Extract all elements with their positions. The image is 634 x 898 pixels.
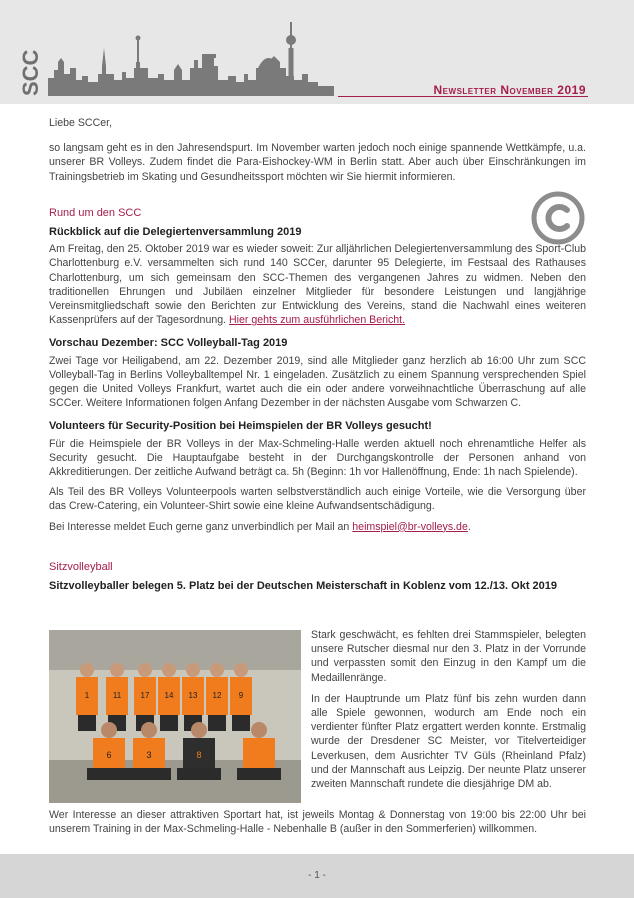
contact-prefix: Bei Interesse meldet Euch gerne ganz unverbindlich per Mail an: [49, 520, 353, 533]
article-text-volleyballtag: Zwei Tage vor Heiligabend, am 22. Dezember 2019, sind alle Mitglieder ganz herzlich ab 16:00 Uhr zum SCC Volleyball-Tag in Berlins Volleyballtempel Nr. 1 eingeladen. Zusätzlich zu einem Spannung versprechenden Spiel gegen die United Volleys Frankfurt, wartet auch die ein oder andere vorweihnachtliche Überraschung auf alle SCCer. Weitere Informationen folgen Anfang Dezember in der nächsten Ausgabe vom Schwarzen C.: [49, 354, 586, 410]
team-photo: [49, 630, 301, 803]
section-title-sitzvolleyball: Sitzvolleyball: [49, 560, 113, 573]
jersey-number: 9: [238, 691, 244, 700]
article-title-delegierten: Rückblick auf die Delegiertenversammlung 2019: [49, 226, 302, 239]
greeting: Liebe SCCer,: [49, 117, 113, 129]
newsletter-body: [49, 116, 586, 593]
jersey-number: 13: [188, 691, 198, 700]
section-title-rund: Rund um den SCC: [49, 206, 142, 219]
intro-paragraph: so langsam geht es in den Jahresendspurt. Im November warten jedoch noch einige spannende Wettkämpfe, u.a. unserer BR Volleys. Zudem findet die Para-Eishockey-WM in Berlin statt. Aber auch über Einschränkungen im Trainingsbetrieb im Skating und Gesundheitssport möchten wir Sie hiermit informieren.: [49, 142, 586, 183]
email-link[interactable]: heimspiel@br-volleys.de: [352, 520, 468, 533]
jersey-number: 17: [140, 691, 150, 700]
jersey-number: 14: [164, 691, 174, 700]
page-header: [0, 0, 634, 104]
sitzvolleyball-paragraph-2: In der Hauptrunde um Platz fünf bis zehn wurden dann alle Spiele gewonnen, wodurch am Ende noch ein verdienter fünfter Platz ergattert werden konnte. Erstmalig wurde der Dresdener SC Meister, vor Titelverteidiger Leverkusen, dem Ausrichter TV Güls (Rheinland Pfalz) und der Mannschaft aus Leipzig. Der neunte Platz unserer zweiten Mannschaft rundete die diesjährige DM ab.: [311, 692, 586, 791]
jersey-number: 3: [146, 750, 152, 760]
article-text-volunteers-1: Für die Heimspiele der BR Volleys in der Max-Schmeling-Halle werden aktuell noch ehrenamtliche Helfer als Security gesucht. Die Hauptaufgabe besteht in der Durchgangskontrolle der Personen anhand von Akkreditierungen. Der zeitliche Aufwand beträgt ca. 5h (Beginn: 1h vor Hallenöffnung, Ende: 1h nach Spielende).: [49, 437, 586, 479]
sitzvolleyball-side-text: [311, 628, 586, 791]
sitzvolleyball-training-info: Wer Interesse an dieser attraktiven Sportart hat, ist jeweils Montag & Donnerstag von 19:00 bis 22:00 Uhr bei unserem Training in der Max-Schmeling-Halle - Nebenhalle B (außer in den Sommerferien) willkommen.: [49, 809, 586, 836]
report-link[interactable]: Hier gehts zum ausführlichen Bericht.: [229, 314, 406, 327]
sitzvolleyball-paragraph-1: Stark geschwächt, es fehlten drei Stammspieler, belegten unsere Rutscher diesmal nur den 3. Platz in der Vorrunde und verpassten somit den Einzug in den Kampf um die Medaillenränge.: [311, 629, 586, 684]
jersey-number: 12: [212, 691, 222, 700]
article-text-volunteers-3: [49, 520, 586, 534]
article-text-volunteers-2: Als Teil des BR Volleys Volunteerpools warten selbstverständlich auch einige Vorteile, wie die Versorgung über das Crew-Catering, ein Volunteer-Shirt sowie eine kleine Aufwandsentschädigung.: [49, 486, 586, 513]
article-text-delegierten: [49, 242, 586, 327]
jersey-number: 1: [84, 691, 90, 700]
newsletter-title: Newsletter November 2019: [433, 83, 586, 97]
jersey-number: 6: [106, 750, 112, 760]
page-number: - 1 -: [308, 870, 326, 881]
berlin-skyline-logo: [18, 18, 338, 98]
article-title-sitzvolleyball: Sitzvolleyballer belegen 5. Platz bei der Deutschen Meisterschaft in Koblenz vom 12./13. Okt 2019: [49, 580, 558, 593]
jersey-number: 11: [112, 691, 122, 700]
article-title-volunteers: Volunteers für Security-Position bei Heimspielen der BR Volleys gesucht!: [49, 420, 432, 433]
article-text-delegierten-body: Am Freitag, den 25. Oktober 2019 war es wieder soweit: Zur alljährlichen Delegiertenversammlung des Sport-Club Charlottenburg e.V. versammelten sich rund 140 SCCer, darunter 95 Delegierte, im Festsaal des Rathauses Charlottenburg, um sich gemeinsam den SCC-Themen des vergangenen Jahres zu widmen. Neben den traditionellen Ehrungen und Jubiläen einzelner Mitglieder für besondere Leistungen und langjährige Vereinsmitgliedschaft sowie den Berichten zur Entwicklung des Vereins, stand die Nachwahl eines weiteren Kassenprüfers auf der Tagesordnung.: [49, 243, 586, 327]
page-footer: [0, 854, 634, 898]
article-title-volleyballtag: Vorschau Dezember: SCC Volleyball-Tag 2019: [49, 337, 288, 350]
jersey-number: 8: [196, 750, 202, 760]
logo-text: SCC: [18, 49, 43, 96]
contact-suffix: .: [467, 520, 471, 533]
